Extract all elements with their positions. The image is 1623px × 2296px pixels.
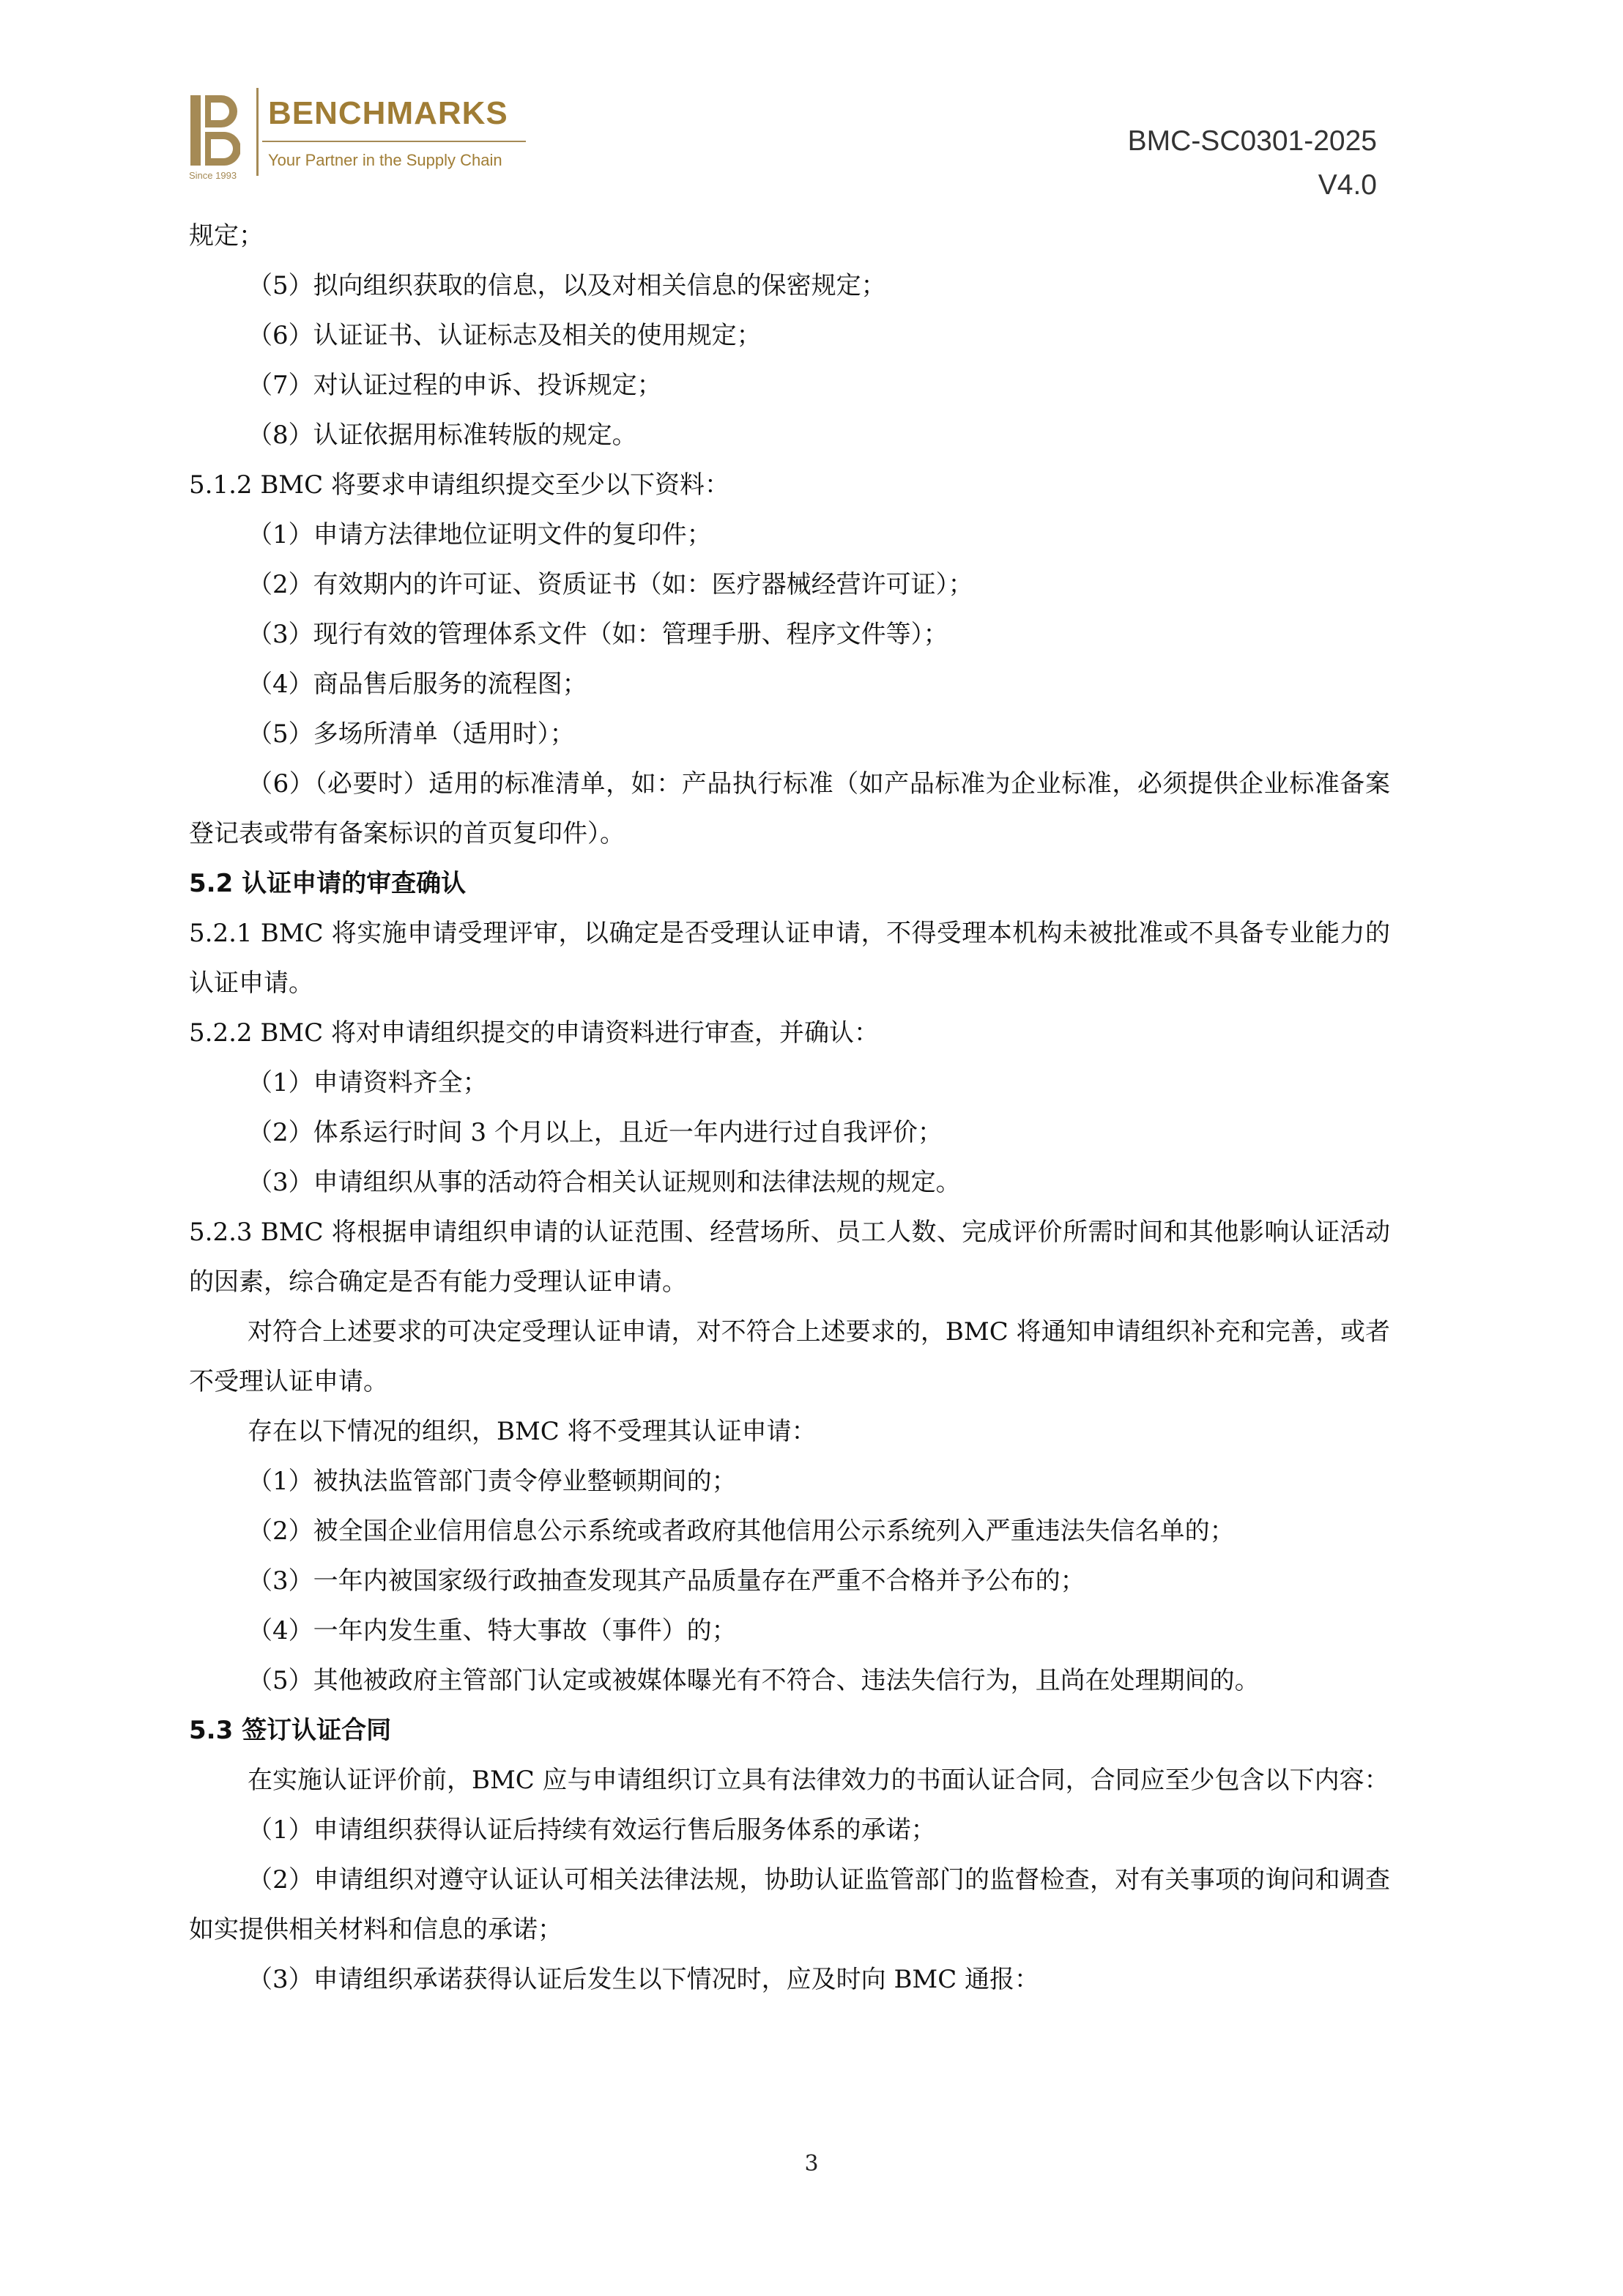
list-item: （6）（必要时）适用的标准清单，如：产品执行标准（如产品标准为企业标准，必须提供企业标准备案登记表或带有备案标识的首页复印件）。 bbox=[189, 769, 1390, 848]
company-logo bbox=[189, 88, 526, 183]
section-heading-5-2: 5.2 认证申请的审查确认 bbox=[189, 869, 467, 898]
list-item: （5）多场所清单（适用时）； bbox=[248, 719, 575, 749]
paragraph: 对符合上述要求的可决定受理认证申请，对不符合上述要求的，BMC 将通知申请组织补充和完善，或者不受理认证申请。 bbox=[189, 1317, 1390, 1396]
page-header bbox=[0, 0, 1623, 212]
paragraph: 规定； bbox=[189, 221, 264, 251]
clause-5-2-3: 5.2.3 BMC 将根据申请组织申请的认证范围、经营场所、员工人数、完成评价所需时间和其他影响认证活动的因素，综合确定是否有能力受理认证申请。 bbox=[189, 1218, 1390, 1297]
clause-5-1-2: 5.1.2 BMC 将要求申请组织提交至少以下资料： bbox=[189, 470, 729, 500]
clause-5-2-1: 5.2.1 BMC 将实施申请受理评审，以确定是否受理认证申请，不得受理本机构未被批准或不具备专业能力的认证申请。 bbox=[189, 919, 1390, 998]
list-item: （1）申请资料齐全； bbox=[248, 1068, 488, 1097]
page-number: 3 bbox=[804, 2151, 819, 2177]
section-heading-5-3: 5.3 签订认证合同 bbox=[189, 1716, 392, 1745]
document-body bbox=[189, 211, 1390, 2004]
list-item: （3）现行有效的管理体系文件（如：管理手册、程序文件等）； bbox=[248, 620, 948, 649]
document-code: BMC-SC0301-2025 bbox=[1127, 125, 1377, 157]
list-item: （5）拟向组织获取的信息，以及对相关信息的保密规定； bbox=[248, 271, 886, 300]
clause-5-2-2: 5.2.2 BMC 将对申请组织提交的申请资料进行审查，并确认： bbox=[189, 1018, 879, 1048]
list-item: （4）一年内发生重、特大事故（事件）的； bbox=[248, 1616, 737, 1645]
logo-divider bbox=[256, 88, 259, 176]
list-item: （1）申请方法律地位证明文件的复印件； bbox=[248, 520, 712, 549]
list-item: （2）体系运行时间 3 个月以上，且近一年内进行过自我评价； bbox=[248, 1118, 943, 1147]
list-item: （8）认证依据用标准转版的规定。 bbox=[248, 421, 637, 450]
list-item: （1）申请组织获得认证后持续有效运行售后服务体系的承诺； bbox=[248, 1815, 936, 1845]
list-item: （6）认证证书、认证标志及相关的使用规定； bbox=[248, 321, 762, 350]
list-item: （3）一年内被国家级行政抽查发现其产品质量存在严重不合格并予公布的； bbox=[248, 1566, 1085, 1596]
list-item: （3）申请组织从事的活动符合相关认证规则和法律法规的规定。 bbox=[248, 1168, 961, 1197]
list-item: （4）商品售后服务的流程图； bbox=[248, 670, 587, 699]
list-item: （3）申请组织承诺获得认证后发生以下情况时，应及时向 BMC 通报： bbox=[248, 1965, 1040, 1994]
paragraph: 存在以下情况的组织，BMC 将不受理其认证申请： bbox=[248, 1417, 817, 1446]
brand-tagline: Your Partner in the Supply Chain bbox=[268, 151, 502, 169]
brand-underline bbox=[262, 141, 526, 142]
brand-name: BENCHMARKS bbox=[268, 95, 508, 131]
list-item: （1）被执法监管部门责令停业整顿期间的； bbox=[248, 1467, 737, 1496]
list-item: （5）其他被政府主管部门认定或被媒体曝光有不符合、违法失信行为，且尚在处理期间的。 bbox=[248, 1666, 1260, 1695]
list-item: （2）有效期内的许可证、资质证书（如：医疗器械经营许可证）； bbox=[248, 570, 973, 599]
list-item: （7）对认证过程的申诉、投诉规定； bbox=[248, 371, 662, 400]
list-item: （2）被全国企业信用信息公示系统或者政府其他信用公示系统列入严重违法失信名单的； bbox=[248, 1517, 1235, 1546]
document-code-block bbox=[1128, 119, 1377, 207]
benchmarks-logo-icon bbox=[189, 94, 240, 174]
paragraph: 在实施认证评价前，BMC 应与申请组织订立具有法律效力的书面认证合同，合同应至少包含以下内容： bbox=[248, 1766, 1389, 1795]
document-version: V4.0 bbox=[1318, 169, 1377, 201]
list-item: （2）申请组织对遵守认证认可相关法律法规，协助认证监管部门的监督检查，对有关事项的询问和调查如实提供相关材料和信息的承诺； bbox=[189, 1865, 1390, 1944]
since-label: Since 1993 bbox=[189, 170, 237, 181]
